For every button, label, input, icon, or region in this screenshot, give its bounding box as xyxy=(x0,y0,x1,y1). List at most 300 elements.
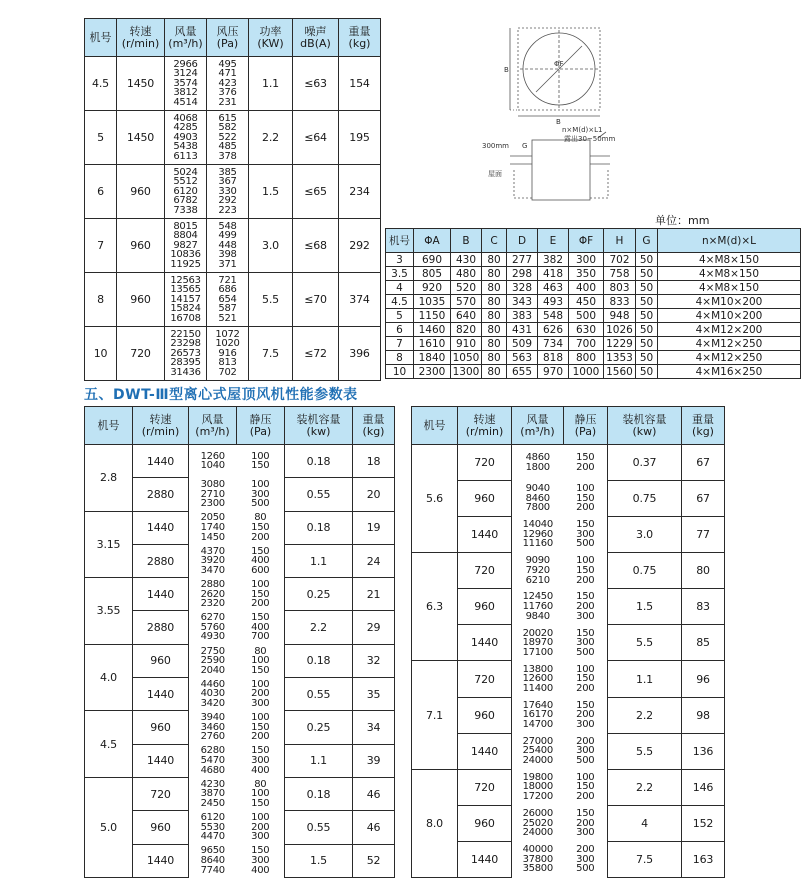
value-line: 200 xyxy=(576,817,595,829)
value-line: 22150 xyxy=(170,328,201,340)
value-line: 2760 xyxy=(200,731,225,743)
pressure-cell-values xyxy=(564,773,608,802)
header-cell: 机号 xyxy=(386,229,414,253)
kw-cell: 0.18 xyxy=(285,445,353,478)
diagram-label-g: G xyxy=(522,142,528,150)
flow-cell xyxy=(512,589,564,625)
table-row xyxy=(386,253,801,267)
table-row xyxy=(386,365,801,379)
model-cell: 7.1 xyxy=(412,661,458,769)
pressure-cell xyxy=(564,517,608,553)
value-line: 200 xyxy=(576,844,595,856)
weight-cell: 374 xyxy=(339,273,381,327)
header-cell: D xyxy=(507,229,538,253)
value-line: 100 xyxy=(251,655,270,667)
value-line: 702 xyxy=(218,366,237,378)
header-cell: E xyxy=(538,229,569,253)
value-line: 200 xyxy=(251,688,270,700)
value-line: 13800 xyxy=(522,663,553,675)
speed-cell: 960 xyxy=(117,165,165,219)
header-line: 静压 xyxy=(574,412,597,426)
table-row xyxy=(386,295,801,309)
value-line: 582 xyxy=(218,122,237,134)
pressure-cell-values xyxy=(237,813,285,842)
pressure-cell-values xyxy=(564,520,608,549)
header-cell: 机号 xyxy=(85,19,117,57)
pressure-cell-values xyxy=(564,809,608,838)
flow-cell xyxy=(189,544,237,577)
table-header-row xyxy=(85,19,381,57)
speed-cell: 960 xyxy=(133,811,189,844)
table-row xyxy=(412,661,725,697)
dimension-cell: 4×M12×200 xyxy=(658,323,801,337)
kw-cell: 0.25 xyxy=(285,578,353,611)
header-cell xyxy=(133,407,189,445)
dimension-cell: 833 xyxy=(604,295,636,309)
unit-label: 单位：mm xyxy=(655,214,710,227)
dimension-cell: 350 xyxy=(569,267,604,281)
power-cell: 1.1 xyxy=(249,57,293,111)
value-line: 1740 xyxy=(200,521,225,533)
flow-cell xyxy=(189,445,237,478)
noise-cell: ≤64 xyxy=(293,111,339,165)
flow-cell-values xyxy=(512,453,564,472)
flow-cell-values xyxy=(165,60,206,108)
value-line: 292 xyxy=(218,195,237,207)
noise-cell: ≤63 xyxy=(293,57,339,111)
table-row xyxy=(85,644,395,677)
header-cell: H xyxy=(604,229,636,253)
dimension-cell: 50 xyxy=(636,267,658,281)
value-line: 300 xyxy=(576,610,595,622)
pressure-cell xyxy=(237,678,285,711)
header-line: (m³/h) xyxy=(520,424,555,438)
value-line: 495 xyxy=(218,58,237,70)
value-line: 3460 xyxy=(200,721,225,733)
weight-cell: 18 xyxy=(353,445,395,478)
value-line: 150 xyxy=(576,519,595,531)
flow-cell xyxy=(512,517,564,553)
speed-cell: 1440 xyxy=(458,733,512,769)
flow-cell xyxy=(512,697,564,733)
pressure-cell-values xyxy=(564,701,608,730)
diagram-plan-view xyxy=(510,28,600,116)
table-row xyxy=(85,273,381,327)
value-line: 548 xyxy=(218,220,237,232)
value-line: 3470 xyxy=(200,564,225,576)
pressure-cell xyxy=(237,777,285,810)
value-line: 3870 xyxy=(200,788,225,800)
value-line: 2450 xyxy=(200,797,225,809)
header-cell: ΦF xyxy=(569,229,604,253)
dimension-cell: 4×M8×150 xyxy=(658,267,801,281)
dimension-cell: 509 xyxy=(507,337,538,351)
value-line: 8804 xyxy=(173,230,198,242)
value-line: 15824 xyxy=(170,303,201,315)
value-line: 100 xyxy=(576,663,595,675)
pressure-cell xyxy=(207,111,249,165)
kw-cell: 0.55 xyxy=(285,811,353,844)
value-line: 150 xyxy=(576,452,595,464)
value-line: 300 xyxy=(251,755,270,767)
value-line: 485 xyxy=(218,141,237,153)
header-line: (kw) xyxy=(306,424,331,438)
header-cell: C xyxy=(482,229,507,253)
weight-cell: 85 xyxy=(682,625,725,661)
header-line: (Pa) xyxy=(574,424,597,438)
speed-cell: 2880 xyxy=(133,611,189,644)
dimension-cell: 80 xyxy=(482,337,507,351)
value-line: 6782 xyxy=(173,195,198,207)
flow-cell xyxy=(512,661,564,697)
dimension-cell: 50 xyxy=(636,323,658,337)
header-cell: 功率 (KW) xyxy=(249,19,293,57)
pressure-cell-values xyxy=(207,114,248,162)
dimension-cell: 1560 xyxy=(604,365,636,379)
dimension-cell: 50 xyxy=(636,281,658,295)
weight-cell: 96 xyxy=(682,661,725,697)
value-line: 100 xyxy=(251,578,270,590)
flow-cell-values xyxy=(189,813,237,842)
value-line: 9650 xyxy=(200,845,225,857)
value-line: 5760 xyxy=(200,621,225,633)
value-line: 100 xyxy=(251,712,270,724)
pressure-cell-values xyxy=(564,845,608,874)
flow-cell-values xyxy=(189,746,237,775)
value-line: 2880 xyxy=(200,578,225,590)
flow-cell-values xyxy=(165,168,206,216)
kw-cell: 1.1 xyxy=(285,544,353,577)
dimension-cell: 1300 xyxy=(451,365,482,379)
flow-cell xyxy=(165,219,207,273)
value-line: 400 xyxy=(251,621,270,633)
dimension-cell: 463 xyxy=(538,281,569,295)
dimension-cell: 655 xyxy=(507,365,538,379)
dimension-cell: 400 xyxy=(569,281,604,295)
pressure-cell xyxy=(237,478,285,511)
value-line: 18000 xyxy=(522,781,553,793)
value-line: 6280 xyxy=(200,745,225,757)
dimension-cell: 4×M10×200 xyxy=(658,309,801,323)
diagram-label-b: B xyxy=(504,66,509,74)
value-line: 200 xyxy=(576,791,595,803)
speed-cell: 960 xyxy=(458,481,512,517)
table-row xyxy=(386,281,801,295)
value-line: 200 xyxy=(576,601,595,613)
header-line: (kg) xyxy=(362,424,385,438)
value-line: 150 xyxy=(251,588,270,600)
flow-cell-values xyxy=(189,580,237,609)
speed-cell: 1440 xyxy=(458,625,512,661)
value-line: 26000 xyxy=(522,807,553,819)
value-line: 80 xyxy=(254,645,267,657)
pressure-cell-values xyxy=(237,746,285,775)
dimension-cell: 1035 xyxy=(414,295,451,309)
speed-cell: 1440 xyxy=(133,445,189,478)
value-line: 500 xyxy=(576,646,595,658)
value-line: 300 xyxy=(251,854,270,866)
value-line: 5512 xyxy=(173,176,198,188)
value-line: 300 xyxy=(576,528,595,540)
value-line: 300 xyxy=(576,718,595,730)
value-line: 4680 xyxy=(200,764,225,776)
value-line: 615 xyxy=(218,112,237,124)
value-line: 686 xyxy=(218,284,237,296)
header-cell: n×M(d)×L xyxy=(658,229,801,253)
value-line: 700 xyxy=(251,631,270,643)
value-line: 4860 xyxy=(525,452,550,464)
value-line: 2620 xyxy=(200,588,225,600)
diagram-label-roof: 屋面 xyxy=(488,170,502,178)
value-line: 9040 xyxy=(525,483,550,495)
table-row xyxy=(85,445,395,478)
dimension-cell: 1460 xyxy=(414,323,451,337)
pressure-cell xyxy=(207,165,249,219)
pressure-cell xyxy=(207,327,249,381)
header-cell xyxy=(412,407,458,445)
header-line: (m³/h) xyxy=(195,424,230,438)
value-line: 587 xyxy=(218,303,237,315)
value-line: 721 xyxy=(218,274,237,286)
weight-cell: 19 xyxy=(353,511,395,544)
speed-cell: 1450 xyxy=(117,57,165,111)
value-line: 150 xyxy=(576,807,595,819)
speed-cell: 720 xyxy=(458,553,512,589)
flow-cell-values xyxy=(165,330,206,378)
weight-cell: 80 xyxy=(682,553,725,589)
flow-cell-values xyxy=(512,520,564,549)
kw-cell: 5.5 xyxy=(608,733,682,769)
dimension-cell: 4×M8×150 xyxy=(658,281,801,295)
weight-cell: 35 xyxy=(353,678,395,711)
pressure-cell xyxy=(237,544,285,577)
dimension-cell: 5 xyxy=(386,309,414,323)
pressure-cell xyxy=(564,445,608,481)
speed-cell: 960 xyxy=(117,219,165,273)
noise-cell: ≤70 xyxy=(293,273,339,327)
flow-cell-values xyxy=(512,556,564,585)
dimension-cell: 50 xyxy=(636,351,658,365)
table-row xyxy=(412,553,725,589)
weight-cell: 136 xyxy=(682,733,725,769)
table-header-row xyxy=(386,229,801,253)
kw-cell: 3.0 xyxy=(608,517,682,553)
value-line: 6120 xyxy=(200,812,225,824)
flow-cell xyxy=(165,273,207,327)
dimension-cell: 570 xyxy=(451,295,482,309)
table-row xyxy=(412,697,725,733)
performance-table-right xyxy=(411,406,725,878)
speed-cell: 1440 xyxy=(133,578,189,611)
dimension-cell: 493 xyxy=(538,295,569,309)
model-cell: 6 xyxy=(85,165,117,219)
table-row xyxy=(85,777,395,810)
dimension-cell: 970 xyxy=(538,365,569,379)
kw-cell: 5.5 xyxy=(608,625,682,661)
value-line: 100 xyxy=(251,812,270,824)
weight-cell: 396 xyxy=(339,327,381,381)
value-line: 100 xyxy=(251,788,270,800)
value-line: 300 xyxy=(251,698,270,710)
speed-cell: 960 xyxy=(117,273,165,327)
flow-cell xyxy=(512,553,564,589)
header-cell xyxy=(189,407,237,445)
diagram-label-nm: n×M(d)×L1 xyxy=(562,126,603,134)
dimension-cell: 3.5 xyxy=(386,267,414,281)
weight-cell: 46 xyxy=(353,777,395,810)
header-line: 转速 xyxy=(149,412,172,426)
value-line: 1020 xyxy=(215,338,240,350)
flow-cell-values xyxy=(165,276,206,324)
value-line: 150 xyxy=(576,564,595,576)
value-line: 28395 xyxy=(170,357,201,369)
dimension-cell: 383 xyxy=(507,309,538,323)
value-line: 6210 xyxy=(525,574,550,586)
dimension-cell: 548 xyxy=(538,309,569,323)
dimension-cell: 1000 xyxy=(569,365,604,379)
dimension-cell: 4 xyxy=(386,281,414,295)
dimension-cell: 920 xyxy=(414,281,451,295)
speed-cell: 1440 xyxy=(458,841,512,877)
dimension-cell: 700 xyxy=(569,337,604,351)
value-line: 4068 xyxy=(173,112,198,124)
dimension-cell: 300 xyxy=(569,253,604,267)
table-row xyxy=(85,57,381,111)
value-line: 150 xyxy=(576,781,595,793)
speed-cell: 960 xyxy=(458,805,512,841)
value-line: 150 xyxy=(251,545,270,557)
value-line: 200 xyxy=(576,461,595,473)
flow-cell xyxy=(165,165,207,219)
flow-cell-values xyxy=(512,809,564,838)
value-line: 7338 xyxy=(173,204,198,216)
weight-cell: 24 xyxy=(353,544,395,577)
noise-cell: ≤68 xyxy=(293,219,339,273)
flow-cell-values xyxy=(512,737,564,766)
weight-cell: 20 xyxy=(353,478,395,511)
value-line: 500 xyxy=(251,498,270,510)
diagram-label-phiF: ΦF xyxy=(554,60,564,68)
speed-cell: 960 xyxy=(133,644,189,677)
header-cell xyxy=(458,407,512,445)
pressure-cell xyxy=(564,589,608,625)
value-line: 7920 xyxy=(525,564,550,576)
value-line: 7740 xyxy=(200,864,225,876)
value-line: 150 xyxy=(251,797,270,809)
flow-cell-values xyxy=(512,592,564,621)
dimension-cell: 80 xyxy=(482,295,507,309)
value-line: 150 xyxy=(251,745,270,757)
weight-cell: 195 xyxy=(339,111,381,165)
pressure-cell xyxy=(237,578,285,611)
value-line: 200 xyxy=(576,574,595,586)
value-line: 4030 xyxy=(200,688,225,700)
value-line: 371 xyxy=(218,258,237,270)
value-line: 6113 xyxy=(173,150,198,162)
model-cell: 4.5 xyxy=(85,711,133,778)
flow-cell xyxy=(189,811,237,844)
flow-cell-values xyxy=(189,452,237,471)
kw-cell: 1.1 xyxy=(608,661,682,697)
flow-cell xyxy=(189,578,237,611)
dimension-cell: 1026 xyxy=(604,323,636,337)
value-line: 150 xyxy=(576,591,595,603)
flow-cell-values xyxy=(165,114,206,162)
value-line: 100 xyxy=(251,678,270,690)
flow-cell xyxy=(189,478,237,511)
value-line: 17100 xyxy=(522,646,553,658)
dimension-cell: 1150 xyxy=(414,309,451,323)
pressure-cell-values xyxy=(237,680,285,709)
speed-cell: 1440 xyxy=(133,844,189,877)
pressure-cell-values xyxy=(237,452,285,471)
header-cell xyxy=(564,407,608,445)
value-line: 17200 xyxy=(522,791,553,803)
value-line: 26573 xyxy=(170,347,201,359)
value-line: 4930 xyxy=(200,631,225,643)
header-line: (r/min) xyxy=(465,424,504,438)
model-cell: 6.3 xyxy=(412,553,458,661)
speed-cell: 1440 xyxy=(133,678,189,711)
power-cell: 1.5 xyxy=(249,165,293,219)
dimension-table xyxy=(385,228,801,379)
header-line: (kw) xyxy=(632,424,657,438)
model-cell: 7 xyxy=(85,219,117,273)
dimension-cell: 818 xyxy=(538,351,569,365)
value-line: 3080 xyxy=(200,479,225,491)
noise-cell: ≤72 xyxy=(293,327,339,381)
table-row xyxy=(85,511,395,544)
dimension-cell: 80 xyxy=(482,309,507,323)
power-cell: 5.5 xyxy=(249,273,293,327)
dimension-cell: 8 xyxy=(386,351,414,365)
value-line: 150 xyxy=(576,492,595,504)
flow-cell xyxy=(512,805,564,841)
dimension-cell: 50 xyxy=(636,309,658,323)
value-line: 385 xyxy=(218,166,237,178)
pressure-cell xyxy=(564,625,608,661)
model-cell: 3.15 xyxy=(85,511,133,578)
value-line: 1800 xyxy=(525,461,550,473)
pressure-cell xyxy=(207,57,249,111)
value-line: 3124 xyxy=(173,68,198,80)
value-line: 11760 xyxy=(522,601,553,613)
value-line: 300 xyxy=(576,853,595,865)
kw-cell: 2.2 xyxy=(608,697,682,733)
dimension-cell: 702 xyxy=(604,253,636,267)
pressure-cell xyxy=(564,769,608,805)
value-line: 4230 xyxy=(200,778,225,790)
weight-cell: 83 xyxy=(682,589,725,625)
dimension-cell: 500 xyxy=(569,309,604,323)
table-header-row xyxy=(85,407,395,445)
value-line: 16170 xyxy=(522,709,553,721)
value-line: 2750 xyxy=(200,645,225,657)
value-line: 2590 xyxy=(200,655,225,667)
weight-cell: 21 xyxy=(353,578,395,611)
kw-cell: 0.55 xyxy=(285,478,353,511)
value-line: 6120 xyxy=(173,185,198,197)
value-line: 448 xyxy=(218,239,237,251)
weight-cell: 292 xyxy=(339,219,381,273)
flow-cell-values xyxy=(189,647,237,676)
pressure-cell-values xyxy=(237,780,285,809)
value-line: 200 xyxy=(251,821,270,833)
pressure-cell xyxy=(237,744,285,777)
value-line: 4460 xyxy=(200,678,225,690)
kw-cell: 0.18 xyxy=(285,777,353,810)
kw-cell: 0.25 xyxy=(285,711,353,744)
